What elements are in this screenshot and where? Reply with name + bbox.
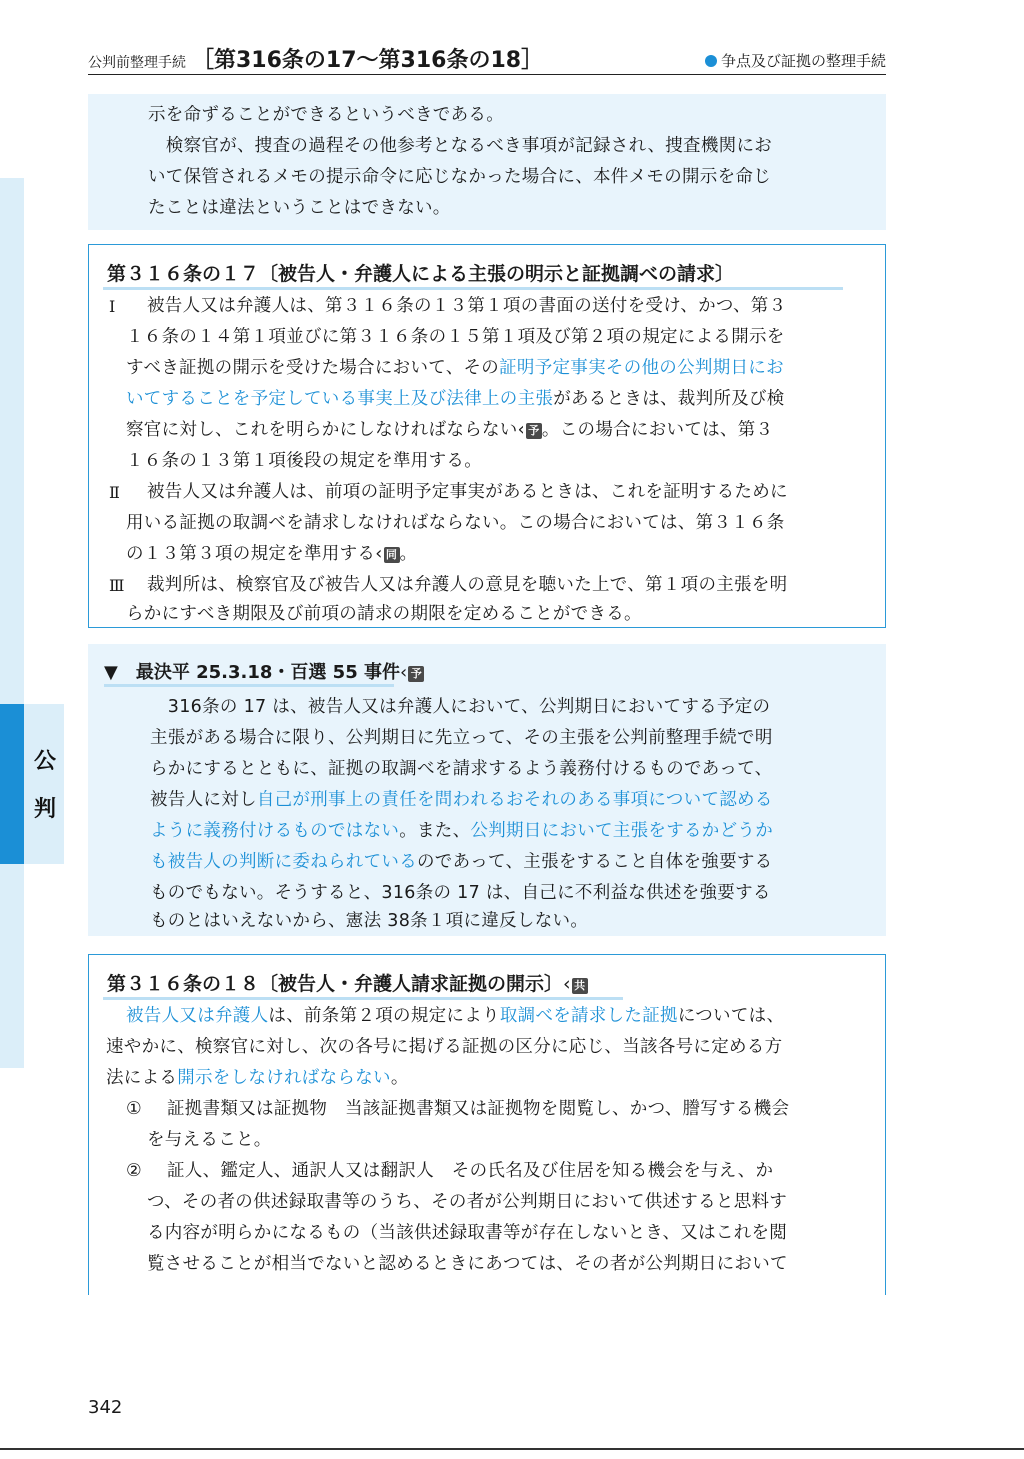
header-article-range: ［第316条の17～第316条の18］ bbox=[192, 48, 544, 73]
case-line-5: ように義務付けるものではない。また、公判期日において主張をするかどうか bbox=[150, 821, 774, 841]
article-316-17-box bbox=[88, 244, 886, 628]
highlight-text: 開示をしなければならない bbox=[177, 1068, 391, 1088]
side-tab-char-1: 公 bbox=[33, 749, 56, 774]
item-2-line-2: つ、その者の供述録取書等のうち、その者が公判期日において供述すると思料す bbox=[147, 1192, 788, 1212]
side-tab-char-2: 判 bbox=[33, 797, 56, 822]
para-2-line-2: 用いる証拠の取調べを請求しなければならない。この場合においては、第３１６条 bbox=[126, 513, 785, 533]
case-line-3: らかにするとともに、証拠の取調べを請求するよう義務付けるものであって、 bbox=[150, 759, 773, 779]
highlight-text: 自己が刑事上の責任を問われるおそれのある事項について認める bbox=[256, 790, 773, 810]
note-line-4: たことは違法ということはできない。 bbox=[148, 198, 451, 218]
para-2-line-3: の１３第３項の規定を準用する‹ 同 。 bbox=[126, 544, 418, 564]
item-2-line-4: 覧させることが相当でないと認めるときにあつては、その者が公判期日において bbox=[147, 1254, 788, 1274]
item-1-line-2: を与えること。 bbox=[147, 1130, 272, 1150]
case-box bbox=[88, 644, 886, 936]
case-line-2: 主張がある場合に限り、公判期日に先立って、その主張を公判前整理手続で明 bbox=[150, 728, 773, 748]
running-header bbox=[88, 40, 886, 75]
case-line-7: ものでもない。そうすると、316条の 17 は、自己に不利益な供述を強要する bbox=[150, 883, 771, 903]
item-2-number: ② bbox=[126, 1161, 142, 1181]
bottom-rule bbox=[0, 1448, 1024, 1450]
art18-line-1: 被告人又は弁護人は、前条第２項の規定により取調べを請求した証拠については、 bbox=[126, 1006, 785, 1026]
highlight-text: も被告人の判断に委ねられている bbox=[150, 852, 417, 872]
badge-kyo-icon: 共 bbox=[572, 978, 588, 994]
case-citation: 最決平 25.3.18・百選 55 事件 bbox=[135, 662, 400, 683]
highlight-text: 公判期日において主張をするかどうか bbox=[470, 821, 774, 841]
art18-line-2: 速やかに、検察官に対し、次の各号に掲げる証拠の区分に応じ、当該各号に定める方 bbox=[106, 1037, 783, 1057]
para-1-line-6: １６条の１３第１項後段の規定を準用する。 bbox=[126, 451, 482, 471]
item-1-number: ① bbox=[126, 1099, 142, 1119]
highlight-text: 証明予定事実その他の公判期日にお bbox=[499, 358, 784, 378]
para-1-line-4: いてすることを予定している事実上及び法律上の主張があるときは、裁判所及び検 bbox=[126, 389, 785, 409]
para-2-line-1: 被告人又は弁護人は、前項の証明予定事実があるときは、これを証明するために bbox=[147, 482, 788, 502]
item-1-line-1: 証拠書類又は証拠物 当該証拠書類又は証拠物を閲覧し、かつ、謄写する機会 bbox=[167, 1099, 790, 1119]
para-number-2: Ⅱ bbox=[109, 483, 120, 502]
article-316-17-title: 第３１６条の１７〔被告人・弁護人による主張の明示と証拠調べの請求〕 bbox=[107, 263, 735, 285]
item-2-line-3: る内容が明らかになるもの（当該供述録取書等が存在しないとき、又はこれを閲 bbox=[147, 1223, 788, 1243]
badge-yo-icon: 予 bbox=[408, 666, 424, 682]
para-1-line-3: すべき証拠の開示を受けた場合において、その証明予定事実その他の公判期日にお bbox=[126, 358, 784, 378]
highlight-text: ように義務付けるものではない bbox=[150, 821, 400, 841]
title-underline bbox=[103, 287, 843, 290]
para-3-line-2: らかにすべき期限及び前項の請求の期限を定めることができる。 bbox=[126, 604, 642, 624]
badge-yo-icon: 予 bbox=[526, 423, 542, 439]
para-3-line-1: 裁判所は、検察官及び被告人又は弁護人の意見を聴いた上で、第１項の主張を明 bbox=[147, 575, 788, 595]
badge-do-icon: 同 bbox=[384, 547, 400, 563]
title-underline bbox=[104, 684, 394, 687]
case-line-8: ものとはいえないから、憲法 38条１項に違反しない。 bbox=[150, 911, 589, 931]
para-1-line-2: １６条の１４第１項並びに第３１６条の１５第１項及び第２項の規定による開示を bbox=[126, 327, 785, 347]
para-1-line-1: 被告人又は弁護人は、第３１６条の１３第１項の書面の送付を受け、かつ、第３ bbox=[147, 296, 787, 316]
case-line-4: 被告人に対し自己が刑事上の責任を問われるおそれのある事項について認める bbox=[150, 790, 773, 810]
case-title: ▼ 最決平 25.3.18・百選 55 事件‹ 予 bbox=[104, 658, 424, 684]
article-316-18-box bbox=[88, 954, 886, 1295]
triangle-down-icon: ▼ bbox=[104, 662, 118, 683]
para-number-1: Ⅰ bbox=[109, 297, 116, 316]
para-1-line-5: 察官に対し、これを明らかにしなければならない‹ 予 。この場合においては、第３ bbox=[126, 420, 774, 440]
highlight-text: 被告人又は弁護人 bbox=[126, 1006, 269, 1026]
note-box bbox=[88, 94, 886, 230]
case-line-1: 316条の 17 は、被告人又は弁護人において、公判期日においてする予定の bbox=[150, 697, 771, 717]
bullet-dot-icon bbox=[705, 55, 717, 67]
note-line-1: 示を命ずることができるというべきである。 bbox=[148, 105, 504, 125]
case-line-6: も被告人の判断に委ねられているのであって、主張をすること自体を強要する bbox=[150, 852, 773, 872]
title-underline bbox=[103, 997, 623, 1000]
header-chapter: 公判前整理手続 bbox=[88, 55, 186, 71]
header-section-label: 争点及び証拠の整理手続 bbox=[720, 52, 886, 70]
note-line-3: いて保管されるメモの提示命令に応じなかった場合に、本件メモの開示を命じ bbox=[148, 167, 771, 187]
header-section bbox=[705, 50, 886, 71]
side-strip bbox=[0, 178, 24, 1068]
side-tab-bar bbox=[0, 704, 24, 864]
header-left bbox=[88, 43, 543, 74]
highlight-text: 取調べを請求した証拠 bbox=[499, 1006, 678, 1026]
article-316-18-title: 第３１６条の１８〔被告人・弁護人請求証拠の開示〕‹ 共 bbox=[107, 969, 588, 996]
page-number: 342 bbox=[88, 1397, 123, 1418]
item-2-line-1: 証人、鑑定人、通訳人又は翻訳人 その氏名及び住居を知る機会を与え、か bbox=[167, 1161, 774, 1181]
highlight-text: いてすることを予定している事実上及び法律上の主張 bbox=[126, 389, 554, 409]
note-line-2: 検察官が、捜査の過程その他参考となるべき事項が記録され、捜査機関にお bbox=[148, 136, 773, 156]
para-number-3: Ⅲ bbox=[109, 576, 125, 595]
art18-line-3: 法による開示をしなければならない。 bbox=[106, 1068, 409, 1088]
